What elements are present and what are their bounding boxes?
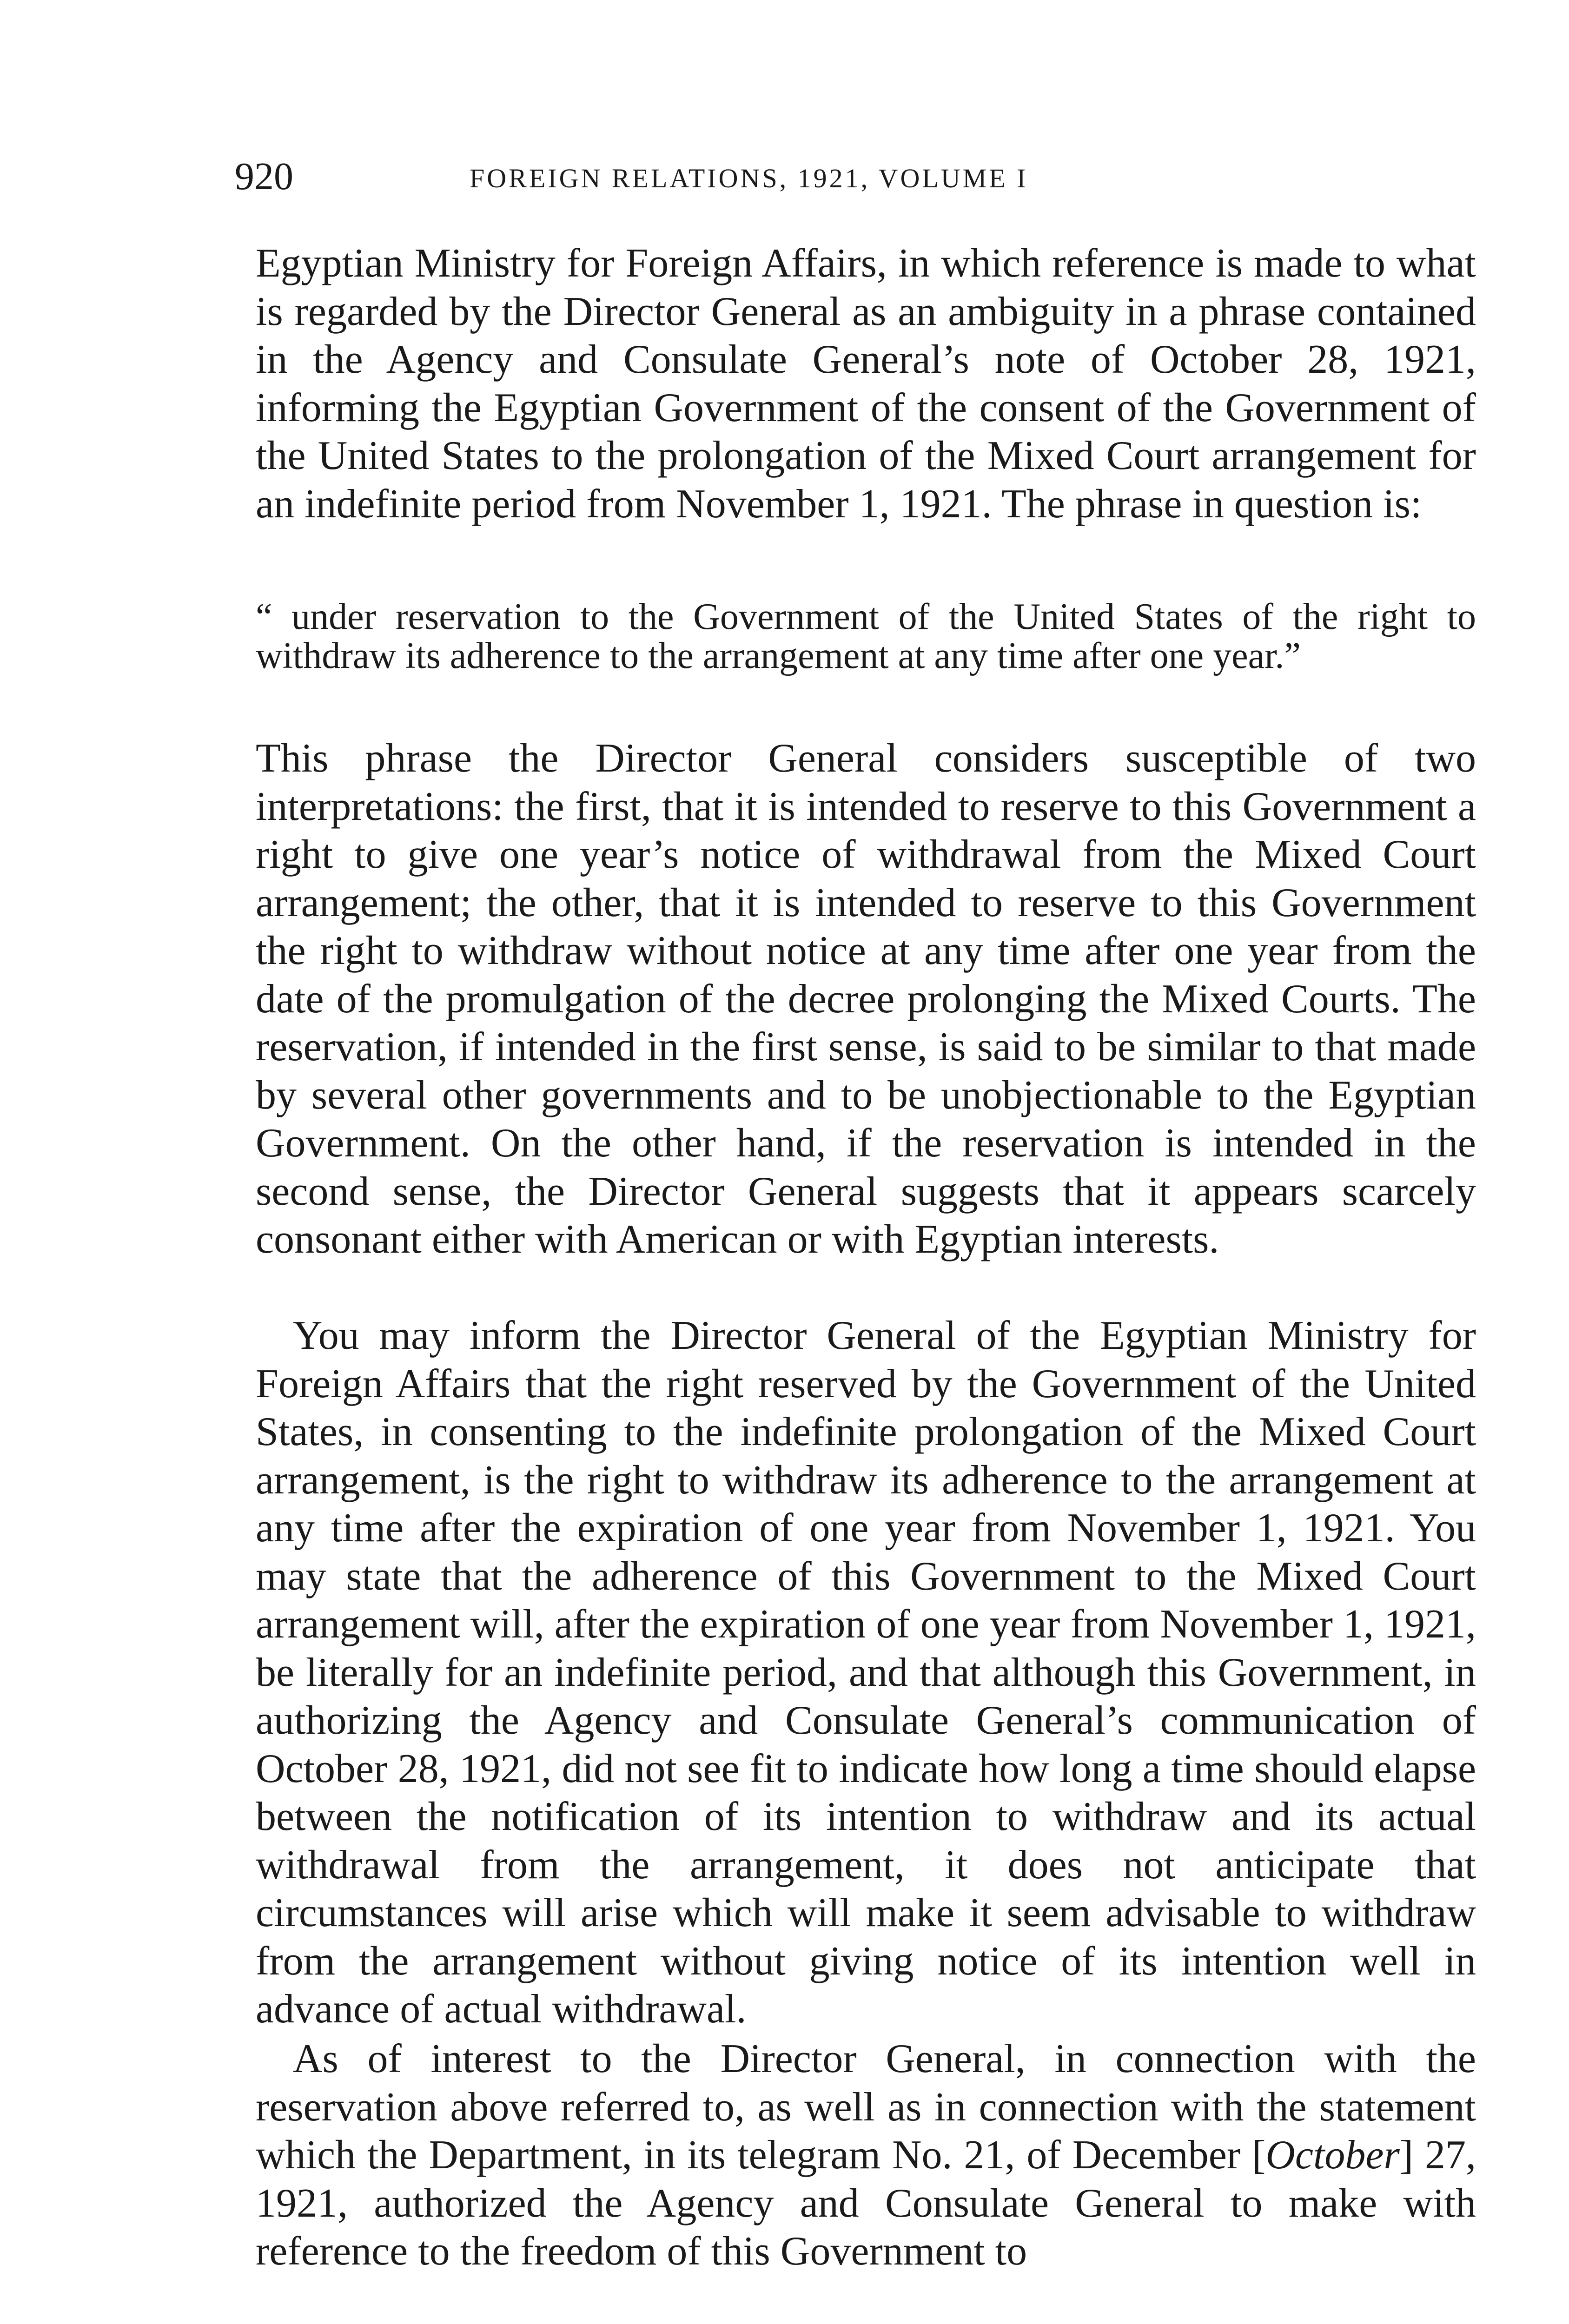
page-number: 920 <box>235 155 293 198</box>
running-head <box>0 153 1569 209</box>
paragraph-3-block <box>256 1312 1476 2034</box>
block-quotation: “ under reservation to the Government of the United States of the right to withdraw its adherence to the arrangement at any time after one year.” <box>256 596 1476 676</box>
paragraph-4 <box>256 2035 1476 2276</box>
paragraph-1: Egyptian Ministry for Foreign Affairs, in which reference is made to what is regarded by the Director General as an ambiguity in a phrase contained in the Agency and Consulate General’s note of October 28, 1921, informing the Egyptian Government of the consent of the Government of the United States to the prolongation of the Mixed Court arrangement for an indefinite period from November 1, 1921. The phrase in question is: <box>256 241 1476 527</box>
paragraph-1-block <box>256 239 1476 528</box>
running-title: FOREIGN RELATIONS, 1921, VOLUME I <box>470 163 1028 193</box>
paragraph-3: You may inform the Director General of the Egyptian Ministry for Foreign Affairs that the right reserved by the Government of the United States, in consenting to the indefinite prolongation of the Mixed Court arrangement, is the right to withdraw its adherence to the arrangement at any time after the expiration of one year from November 1, 1921. You may state that the adherence of this Government to the Mixed Court arrangement will, after the expiration of one year from November 1, 1921, be literally for an indefinite period, and that although this Government, in authorizing the Agency and Consulate General’s communication of October 28, 1921, did not see fit to indicate how long a time should elapse between the notification of its intention to withdraw and its actual withdrawal from the arrangement, it does not anticipate that circumstances will arise which will make it seem advisable to withdraw from the arrangement without giving notice of its intention well in advance of actual withdrawal. <box>256 1313 1476 2032</box>
paragraph-4-text-start: As of interest to the Director General, in connection with the reservation above referred to, as well as in connection with the statement which the Department, in its telegram No. 21, of December [ <box>256 2036 1476 2178</box>
paragraph-2: This phrase the Director General considers susceptible of two interpretations: the first, that it is intended to reserve to this Government a right to give one year’s notice of withdrawal from the Mixed Court arrangement; the other, that it is intended to reserve to this Government the right to withdraw without notice at any time after one year from the date of the promulgation of the decree prolonging the Mixed Courts. The reservation, if intended in the first sense, is said to be similar to that made by several other governments and to be unobjectionable to the Egyptian Government. On the other hand, if the reservation is intended in the second sense, the Director General suggests that it appears scarcely consonant either with American or with Egyptian interests. <box>256 736 1476 1262</box>
paragraph-4-block <box>256 2035 1476 2276</box>
paragraph-2-block <box>256 734 1476 1264</box>
paragraph-4-text-end: ] 27, 1921, authorized the Agency and Consulate General to make with reference to the freedom of this Government to <box>256 2133 1476 2274</box>
paragraph-4-italic-correction: October <box>1265 2133 1400 2178</box>
quotation-block <box>256 597 1476 675</box>
